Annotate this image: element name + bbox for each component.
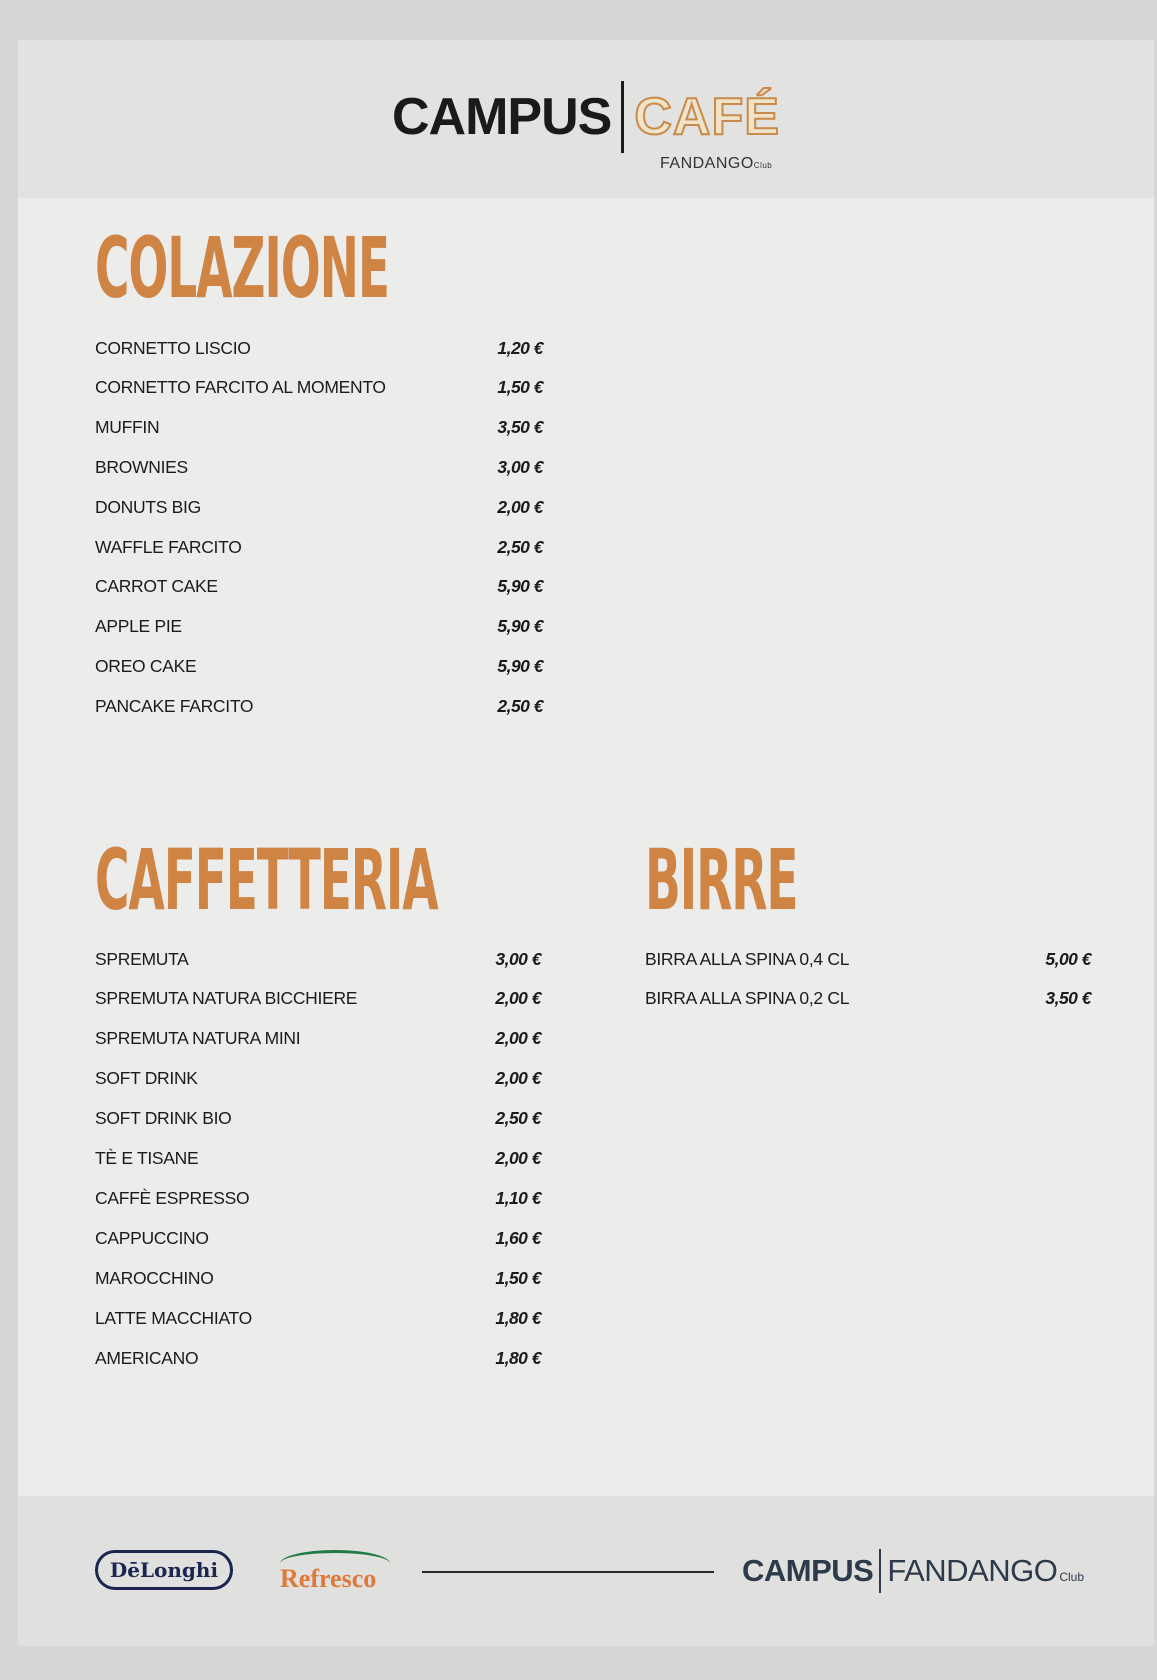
menu-item-price: 5,90 € [497,655,543,676]
menu-item-name: DONUTS BIG [95,496,201,517]
menu-item-row [95,452,543,482]
menu-item-row [95,1263,541,1293]
logo-divider [621,81,624,153]
menu-item-row [95,1183,541,1213]
menu-item-name: PANCAKE FARCITO [95,695,254,716]
menu-item-row [95,492,543,522]
menu-item-row [95,651,543,681]
menu-item-name: BROWNIES [95,456,188,477]
menu-item-price: 2,00 € [495,988,541,1009]
menu-item-name: SOFT DRINK BIO [95,1108,232,1129]
menu-item-price: 5,00 € [1045,948,1091,969]
menu-item-row [95,373,543,403]
menu-item-name: AMERICANO [95,1347,199,1368]
menu-item-name: SOFT DRINK [95,1068,198,1089]
menu-item-price: 1,60 € [495,1227,541,1248]
menu-item-name: SPREMUTA [95,948,189,969]
menu-item-price: 2,50 € [497,536,543,557]
menu-item-row [95,1104,541,1134]
section-title-caffetteria: CAFFETTERIA [95,831,438,929]
footer-logo-fandango: FANDANGO [887,1553,1058,1588]
menu-item-name: TÈ E TISANE [95,1148,199,1168]
menu-item-row [645,944,1091,974]
menu-item-row [95,612,543,642]
menu-item-row [95,1024,541,1054]
menu-item-row [95,532,543,562]
menu-item-price: 1,50 € [495,1267,541,1288]
footer-logo-campus: CAMPUS [742,1553,874,1588]
menu-item-price: 2,50 € [497,695,543,716]
menu-item-name: CARROT CAKE [95,576,218,597]
menu-item-price: 1,10 € [495,1187,541,1208]
menu-item-row [95,1303,541,1333]
footer-divider-line [422,1571,714,1573]
menu-item-row [95,691,543,721]
menu-item-row [95,333,543,363]
logo-subbrand-suffix: Club [753,161,773,170]
menu-item-name: OREO CAKE [95,655,197,676]
menu-item-row [95,572,543,602]
logo-subbrand [660,155,772,173]
menu-item-name: SPREMUTA NATURA MINI [95,1028,301,1049]
menu-item-price: 2,00 € [495,1148,541,1168]
section-title-colazione: COLAZIONE [95,219,389,317]
menu-item-name: CAPPUCCINO [95,1227,209,1248]
menu-item-row [95,1223,541,1253]
menu-item-name: CORNETTO FARCITO AL MOMENTO [95,377,386,398]
menu-item-price: 3,50 € [497,417,543,438]
menu-item-row [95,1144,541,1174]
menu-item-row [95,1064,541,1094]
menu-item-name: BIRRA ALLA SPINA 0,4 CL [645,948,850,969]
menu-item-price: 1,50 € [497,377,543,398]
menu-item-row [95,984,541,1014]
menu-item-price: 5,90 € [497,576,543,597]
logo-campus-text: CAMPUS [392,88,612,146]
menu-item-name: WAFFLE FARCITO [95,536,242,557]
campus-cafe-logo [392,82,780,152]
menu-item-price: 5,90 € [497,616,543,637]
menu-item-price: 1,80 € [495,1347,541,1368]
menu-item-row [95,944,541,974]
menu-item-price: 2,00 € [495,1068,541,1089]
menu-item-name: APPLE PIE [95,616,182,637]
menu-item-price: 2,00 € [495,1028,541,1049]
refresco-text: Refresco [280,1564,377,1593]
menu-item-price: 3,50 € [1045,988,1091,1009]
campus-fandango-logo [742,1548,1084,1594]
menu-item-price: 2,50 € [495,1108,541,1129]
menu-item-price: 1,80 € [495,1307,541,1328]
footer-logo-divider [879,1549,881,1593]
menu-item-name: MUFFIN [95,417,160,438]
menu-item-name: CORNETTO LISCIO [95,337,251,358]
menu-item-name: LATTE MACCHIATO [95,1307,252,1328]
menu-item-name: SPREMUTA NATURA BICCHIERE [95,988,358,1009]
menu-item-price: 1,20 € [497,337,543,358]
menu-item-price: 2,00 € [497,496,543,517]
menu-item-price: 3,00 € [495,948,541,969]
refresco-logo [278,1550,392,1596]
logo-subbrand-name: FANDANGO [660,155,754,172]
logo-cafe-text: CAFÉ [634,88,780,146]
menu-item-name: CAFFÈ ESPRESSO [95,1187,250,1208]
menu-item-row [95,1343,541,1373]
menu-item-row [645,984,1091,1014]
menu-item-price: 3,00 € [497,456,543,477]
menu-item-name: MAROCCHINO [95,1267,214,1288]
menu-item-name: BIRRA ALLA SPINA 0,2 CL [645,988,850,1009]
delonghi-logo: DēLonghi [95,1550,233,1590]
menu-item-row [95,413,543,443]
section-title-birre: BIRRE [645,831,798,929]
footer-logo-suffix: Club [1059,1570,1084,1584]
